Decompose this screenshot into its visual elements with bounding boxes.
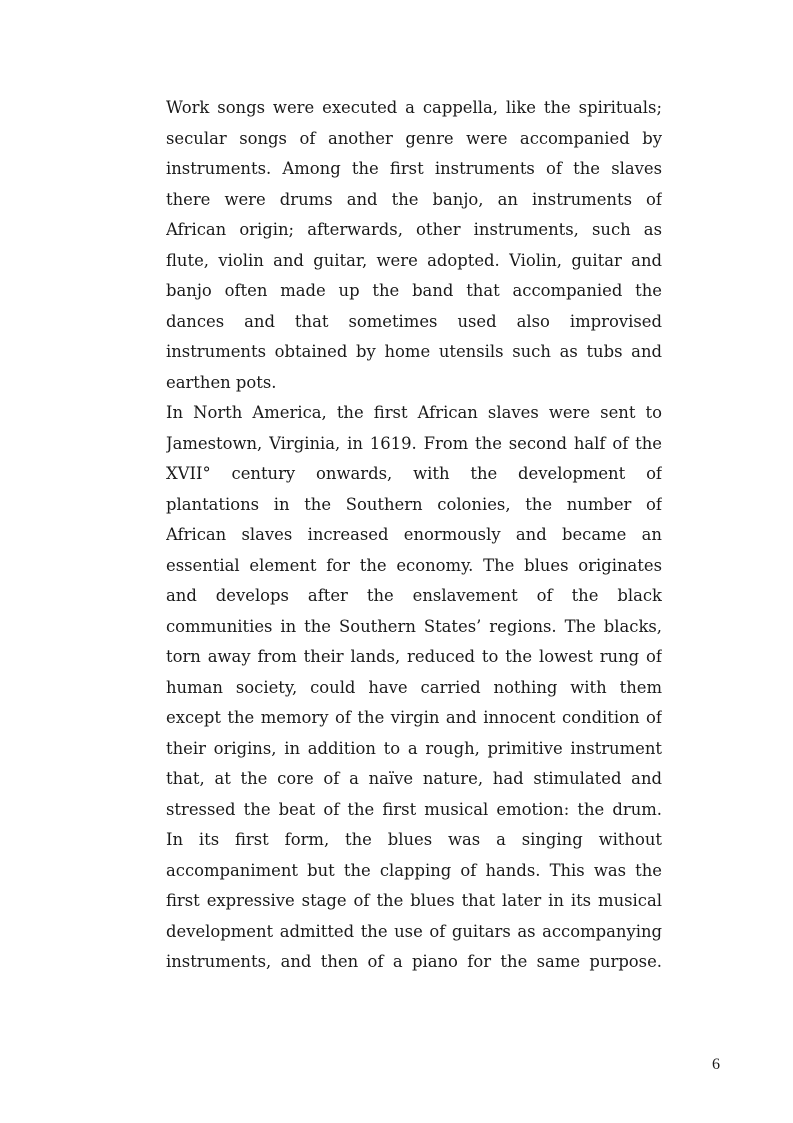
text-line: that, at the core of a naïve nature, had stimulated and [166,769,662,788]
text-line: instruments. Among the first instruments of the slaves [166,159,662,178]
text-line: communities in the Southern States’ regions. The blacks, [166,616,662,636]
text-line: and develops after the enslavement of the black [166,586,662,605]
text-line: stressed the beat of the first musical emotion: the drum. [166,799,662,819]
text-line: dances and that sometimes used also improvised [166,311,662,331]
text-line: their origins, in addition to a rough, primitive instrument [166,738,662,758]
text-line: African origin; afterwards, other instruments, such as [166,220,662,239]
text-line: accompaniment but the clapping of hands. This was the [166,860,662,880]
text-line: flute, violin and guitar, were adopted. Violin, guitar and [166,250,662,270]
text-line: XVII° century onwards, with the development of [166,464,662,483]
text-line: plantations in the Southern colonies, the number of [166,494,662,514]
body-text [166,93,662,978]
text-line: torn away from their lands, reduced to the lowest rung of [166,647,662,666]
text-line: instruments obtained by home utensils such as tubs and [166,342,662,361]
text-line: In its first form, the blues was a singing without [166,830,662,849]
text-line: Jamestown, Virginia, in 1619. From the second half of the [166,433,662,453]
text-line: secular songs of another genre were accompanied by [166,128,662,148]
text-line: African slaves increased enormously and became an [166,525,662,544]
text-line: there were drums and the banjo, an instruments of [166,189,662,209]
text-line: Work songs were executed a cappella, like the spirituals; [166,98,662,117]
text-line: earthen pots. [166,372,277,392]
text-line: first expressive stage of the blues that later in its musical [166,891,662,910]
text-line: instruments, and then of a piano for the same purpose. [166,952,662,971]
text-line: development admitted the use of guitars as accompanying [166,921,662,941]
text-line: human society, could have carried nothing with them [166,677,662,697]
page-number: 6 [712,1056,720,1073]
text-line: except the memory of the virgin and innocent condition of [166,708,662,727]
text-line: In North America, the first African slaves were sent to [166,403,662,422]
text-line: banjo often made up the band that accompanied the [166,281,662,300]
text-line: essential element for the economy. The blues originates [166,555,662,575]
